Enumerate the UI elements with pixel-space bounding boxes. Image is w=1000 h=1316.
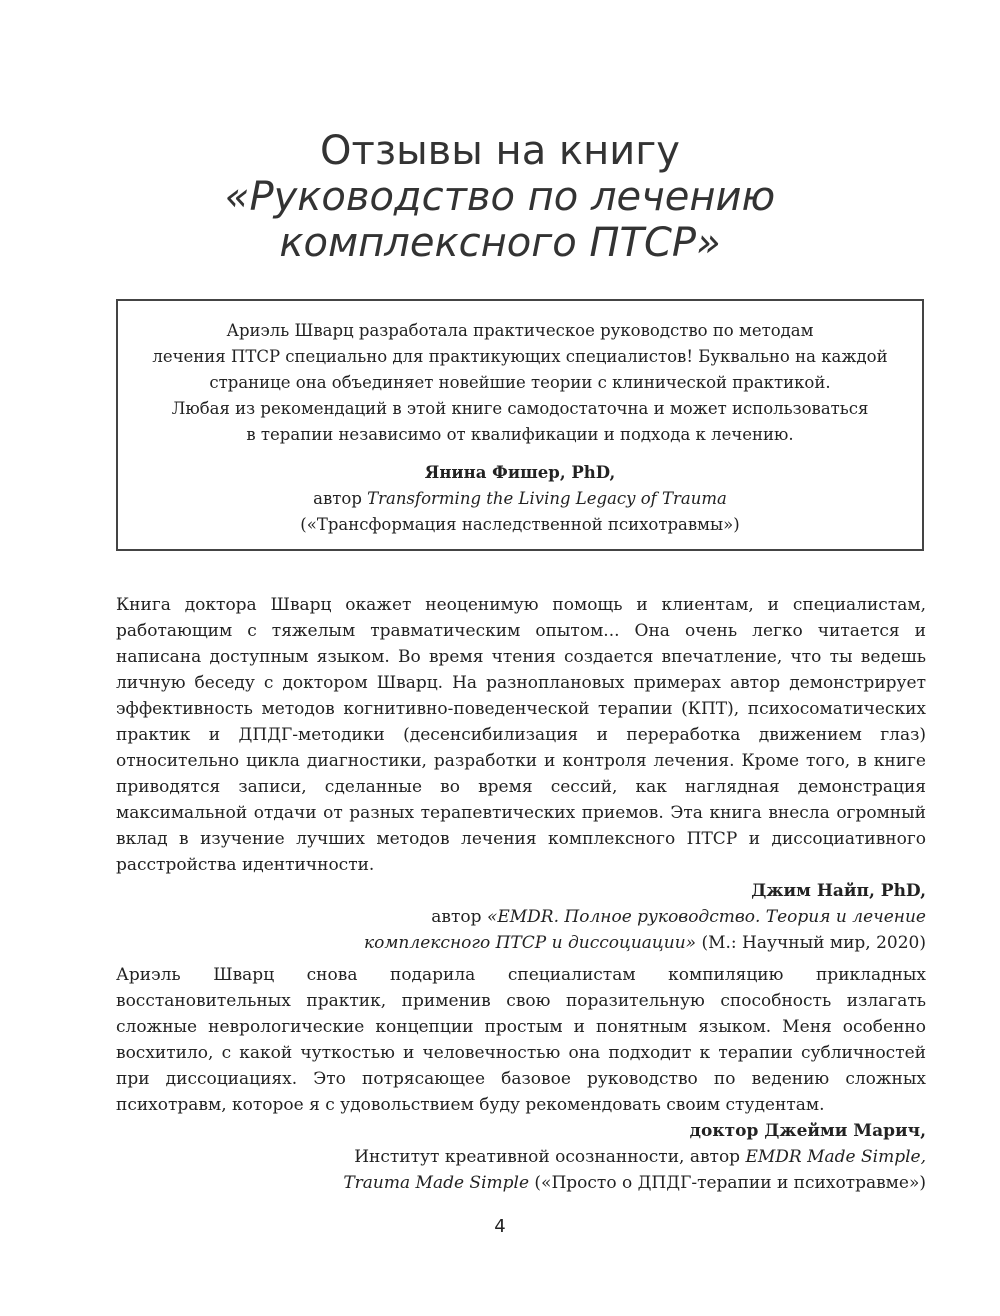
- page-number: 4: [494, 1216, 506, 1237]
- title-line-2: «Руководство по лечению: [224, 174, 776, 220]
- review-2-affiliation: Институт креативной осознанности, автор: [354, 1147, 741, 1167]
- review-1: [116, 592, 926, 956]
- publisher: (М.: Научный мир, 2020): [701, 933, 926, 953]
- review-1-book: [116, 930, 926, 956]
- review-1-author: Джим Найп, PhD,: [751, 881, 926, 901]
- review-1-attribution: [116, 878, 926, 956]
- review-2-attribution: [116, 1118, 926, 1196]
- role-prefix: автор: [313, 489, 362, 508]
- featured-review-line: лечения ПТСР специально для практикующих специалистов! Буквально на каждой: [152, 347, 888, 366]
- featured-review-text: [118, 318, 922, 448]
- title-line-1: Отзывы на книгу: [320, 128, 680, 174]
- page-title: [0, 128, 1000, 266]
- title-line-3: комплексного ПТСР»: [279, 220, 721, 266]
- book-translation: («Трансформация наследственной психотравмы»): [300, 515, 740, 534]
- review-2: [116, 962, 926, 1196]
- featured-review-author: Янина Фишер, PhD,: [424, 463, 616, 482]
- review-2-text: Ариэль Шварц снова подарила специалистам компиляцию прикладных восстановительных практик, применив свою поразительную способность излагать сложные неврологические концепции простым и понятным языком. Меня особенно восхитило, с какой чуткостью и человечностью она подходит к терапии субличностей при диссоциациях. Это потрясающее базовое руководство по ведению сложных психотравм, которое я с удовольствием буду рекомендовать своим студентам.: [116, 965, 926, 1115]
- review-2-author: доктор Джейми Марич,: [689, 1121, 926, 1141]
- review-2-book-line: [116, 1170, 926, 1196]
- featured-review-line: Ариэль Шварц разработала практическое руководство по методам: [226, 321, 814, 340]
- book-title-part-2: комплексного ПТСР и диссоциации»: [363, 933, 697, 953]
- book-title-1: EMDR Made Simple,: [745, 1147, 926, 1167]
- review-1-role: [116, 904, 926, 930]
- review-2-affiliation-line: [116, 1144, 926, 1170]
- featured-review-line: Любая из рекомендаций в этой книге самодостаточна и может использоваться: [171, 399, 869, 418]
- review-1-text: Книга доктора Шварц окажет неоценимую помощь и клиентам, и специалистам, работающим с тяжелым травматическим опытом... Она очень легко читается и написана доступным языком. Во время чтения создается впечатление, что ты ведешь личную беседу с доктором Шварц. На разноплановых примерах автор демонстрирует эффективность методов когнитивно-поведенческой терапии (КПТ), психосоматических практик и ДПДГ-методики (десенсибилизация и переработка движением глаз) относительно цикла диагностики, разработки и контроля лечения. Кроме того, в книге приводятся записи, сделанные во время сессий, как наглядная демонстрация максимальной отдачи от разных терапевтических приемов. Эта книга внесла огромный вклад в изучение лучших методов лечения комплексного ПТСР и диссоциативного расстройства идентичности.: [116, 595, 926, 875]
- featured-review-line: в терапии независимо от квалификации и подхода к лечению.: [246, 425, 794, 444]
- book-title-2: Trauma Made Simple: [343, 1173, 530, 1193]
- featured-review-role: [118, 486, 922, 512]
- book-title-part-1: «EMDR. Полное руководство. Теория и лечение: [486, 907, 926, 927]
- featured-review-line: странице она объединяет новейшие теории с клинической практикой.: [209, 373, 831, 392]
- featured-review-box: [116, 299, 924, 551]
- book-title: Transforming the Living Legacy of Trauma: [367, 489, 727, 508]
- book-translation: («Просто о ДПДГ-терапии и психотравме»): [534, 1173, 926, 1193]
- role-prefix: автор: [431, 907, 482, 927]
